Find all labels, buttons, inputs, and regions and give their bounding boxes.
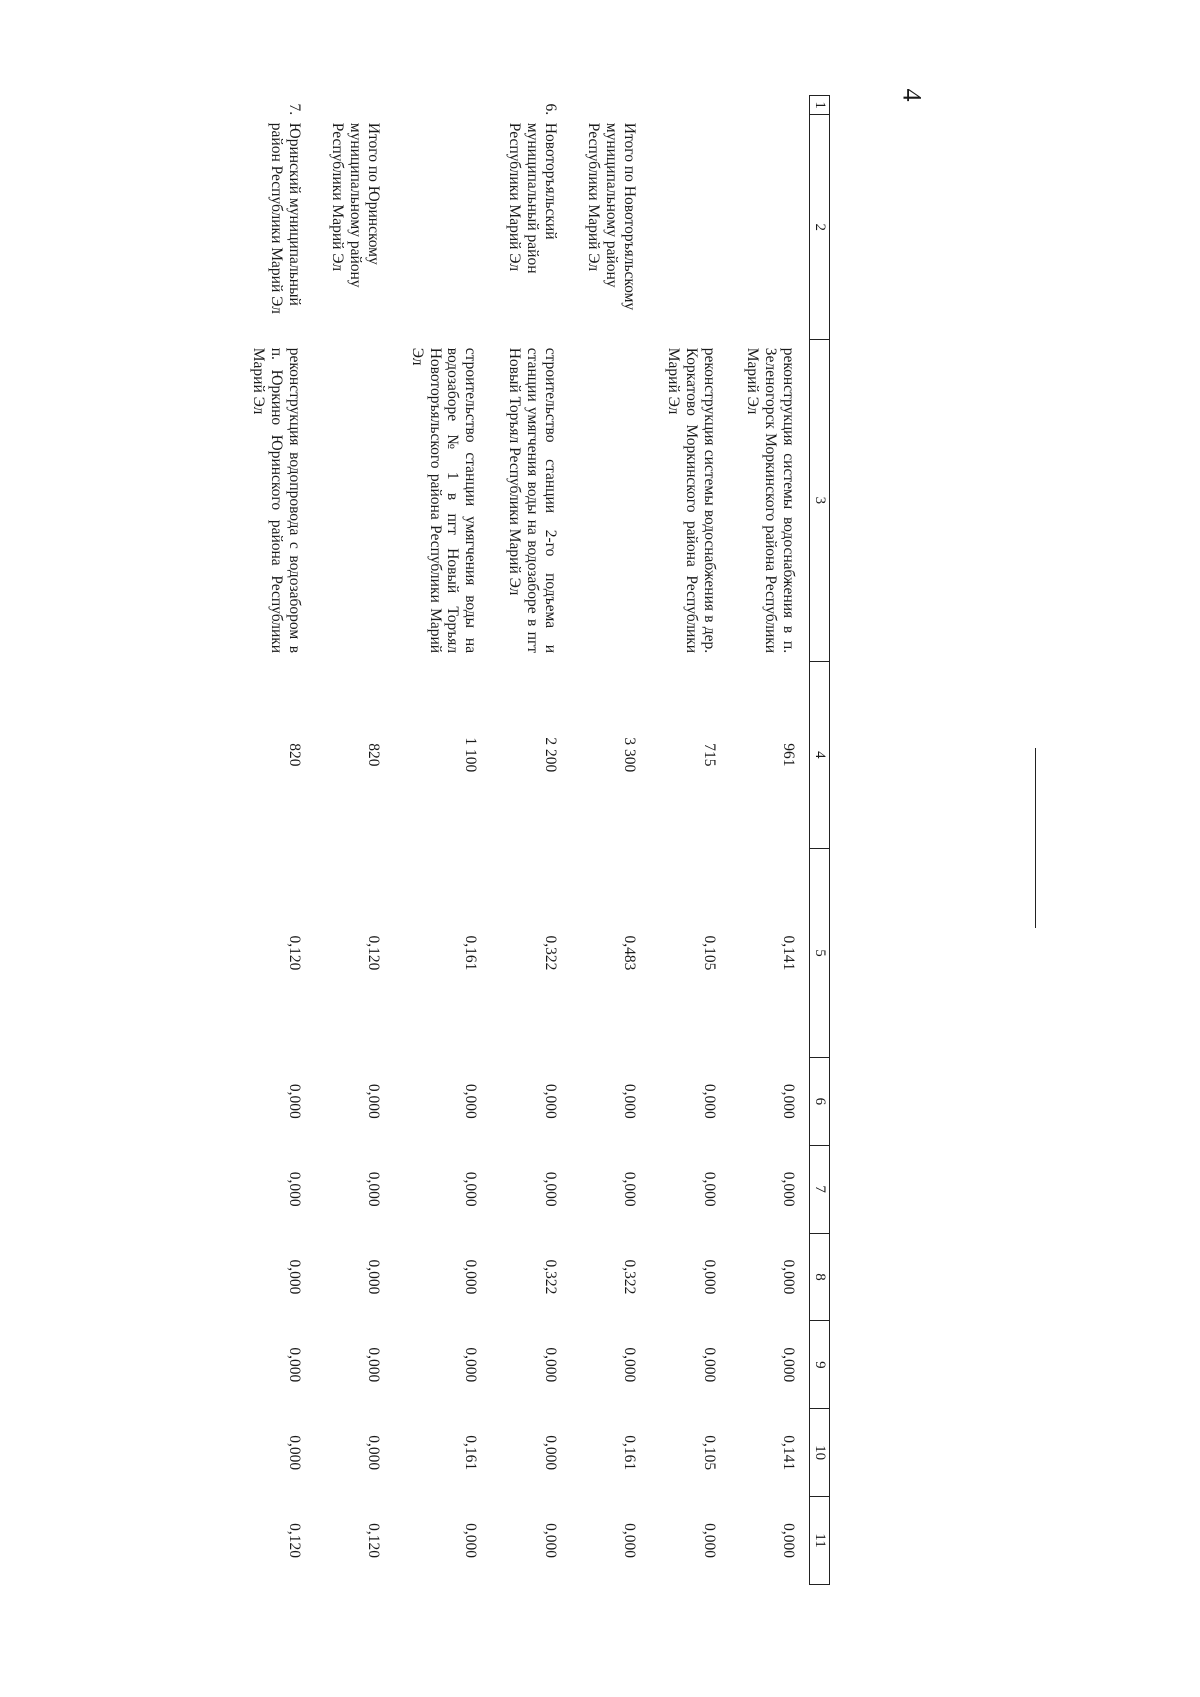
value-cell: 0,000 [285, 1083, 303, 1119]
value-cell: 0,000 [700, 1171, 718, 1207]
value-cell: 0,120 [365, 935, 382, 971]
value-cell: 0,000 [365, 1171, 382, 1207]
row-number [650, 96, 729, 115]
header-row [810, 96, 830, 1585]
column-header: 3 [810, 340, 830, 661]
column-header: 6 [810, 1057, 830, 1145]
value-cell: 0,000 [541, 1171, 559, 1207]
project-name [571, 340, 650, 661]
divider-line [1035, 748, 1036, 928]
value-cell: 0,000 [780, 1523, 797, 1558]
value-cell: 0,000 [700, 1523, 718, 1558]
value-cell: 0,000 [541, 1523, 559, 1558]
value-cell: 0,000 [780, 1083, 797, 1119]
value-cell: 0,120 [285, 1523, 303, 1558]
value-cell: 0,000 [621, 1523, 639, 1558]
value-cell: 0,000 [541, 1347, 559, 1383]
value-cell: 0,000 [780, 1259, 797, 1295]
value-cell: 0,000 [285, 1347, 303, 1383]
value-cell: 0,483 [621, 935, 639, 971]
value-cell: 0,000 [365, 1259, 382, 1295]
municipality: Новоторъяльский муниципальный район Республики Марий Эл [506, 122, 559, 274]
value-cell: 961 [780, 743, 797, 767]
subtotal-label: Итого по Новоторъяльскому муниципальному району Республики Марий Эл [585, 122, 639, 311]
value-cell: 1 100 [462, 737, 480, 773]
value-cell: 0,322 [541, 1259, 559, 1295]
column-header: 11 [810, 1497, 830, 1585]
project-name: реконструкция системы водоснабжения в п. Зеленогорск Моркинского района Республики Марий Эл [744, 347, 797, 654]
table-row-subtotal [571, 96, 650, 1585]
value-cell: 0,000 [462, 1171, 480, 1207]
value-cell: 0,000 [462, 1259, 480, 1295]
row-number [730, 96, 810, 115]
value-cell: 0,000 [700, 1083, 718, 1119]
value-cell: 0,000 [365, 1347, 382, 1383]
table-row [491, 96, 570, 1585]
value-cell: 0,000 [462, 1347, 480, 1383]
project-name: строительство станции умягчения воды на водозаборе № 1 в пгт Новый Торъял Новоторъяльского района Республики Марий Эл [408, 347, 480, 654]
table-row [730, 96, 810, 1585]
value-cell: 0,161 [462, 1435, 480, 1471]
table-row [394, 96, 491, 1585]
table-row-subtotal [315, 96, 394, 1585]
page-number: 4 [897, 88, 927, 102]
value-cell: 0,120 [285, 935, 303, 971]
row-number [394, 96, 491, 115]
value-cell: 715 [700, 743, 718, 767]
row-number [315, 96, 394, 115]
municipality [650, 115, 729, 340]
value-cell: 0,000 [700, 1259, 718, 1295]
value-cell: 0,000 [621, 1083, 639, 1119]
value-cell: 0,322 [541, 935, 559, 971]
column-header: 4 [810, 661, 830, 848]
value-cell: 0,105 [700, 935, 718, 971]
municipality: Юринский муниципальный район Республики Марий Эл [267, 122, 303, 314]
rotated-table-wrapper [120, 95, 830, 1585]
value-cell: 0,000 [621, 1347, 639, 1383]
value-cell: 0,000 [365, 1083, 382, 1119]
value-cell: 0,000 [285, 1435, 303, 1471]
project-name: строительство станции 2-го подъема и станции умягчения воды на водозаборе в пгт Новый Торъял Республики Марий Эл [506, 347, 559, 654]
municipality [730, 115, 810, 340]
value-cell: 0,105 [700, 1435, 718, 1471]
column-header: 10 [810, 1409, 830, 1497]
project-name: реконструкция водопровода с водозабором в п. Юркино Юринского района Республики Марий Эл [249, 347, 303, 654]
value-cell: 0,000 [462, 1083, 480, 1119]
project-name [315, 340, 394, 661]
column-header: 5 [810, 849, 830, 1058]
value-cell: 0,000 [541, 1083, 559, 1119]
value-cell: 820 [365, 743, 382, 767]
column-header: 8 [810, 1233, 830, 1321]
value-cell: 0,161 [621, 1435, 639, 1471]
value-cell: 0,141 [780, 935, 797, 971]
row-number [571, 96, 650, 115]
value-cell: 0,000 [780, 1347, 797, 1383]
value-cell: 0,120 [365, 1523, 382, 1558]
column-header: 9 [810, 1321, 830, 1409]
table-row [235, 96, 314, 1585]
value-cell: 0,141 [780, 1435, 797, 1471]
value-cell: 0,161 [462, 935, 480, 971]
value-cell: 2 200 [541, 737, 559, 773]
value-cell: 0,000 [365, 1435, 382, 1471]
value-cell: 0,000 [621, 1171, 639, 1207]
table-row [650, 96, 729, 1585]
value-cell: 0,000 [285, 1259, 303, 1295]
value-cell: 0,000 [780, 1171, 797, 1207]
project-name: реконструкция системы водоснабжения в дер. Коркатово Моркинского района Республики Марий Эл [664, 347, 718, 654]
value-cell: 3 300 [621, 737, 639, 773]
row-number: 6. [541, 103, 559, 116]
value-cell: 0,000 [285, 1171, 303, 1207]
value-cell: 0,000 [700, 1347, 718, 1383]
value-cell: 820 [285, 743, 303, 767]
value-cell: 0,000 [541, 1435, 559, 1471]
column-header: 7 [810, 1145, 830, 1233]
column-header: 2 [810, 115, 830, 340]
value-cell: 0,322 [621, 1259, 639, 1295]
municipality [394, 115, 491, 340]
row-number: 7. [285, 103, 303, 116]
data-table [235, 95, 830, 1585]
column-header: 1 [810, 96, 830, 115]
value-cell: 0,000 [462, 1523, 480, 1558]
subtotal-label: Итого по Юринскому муниципальному району Республики Марий Эл [329, 122, 382, 288]
